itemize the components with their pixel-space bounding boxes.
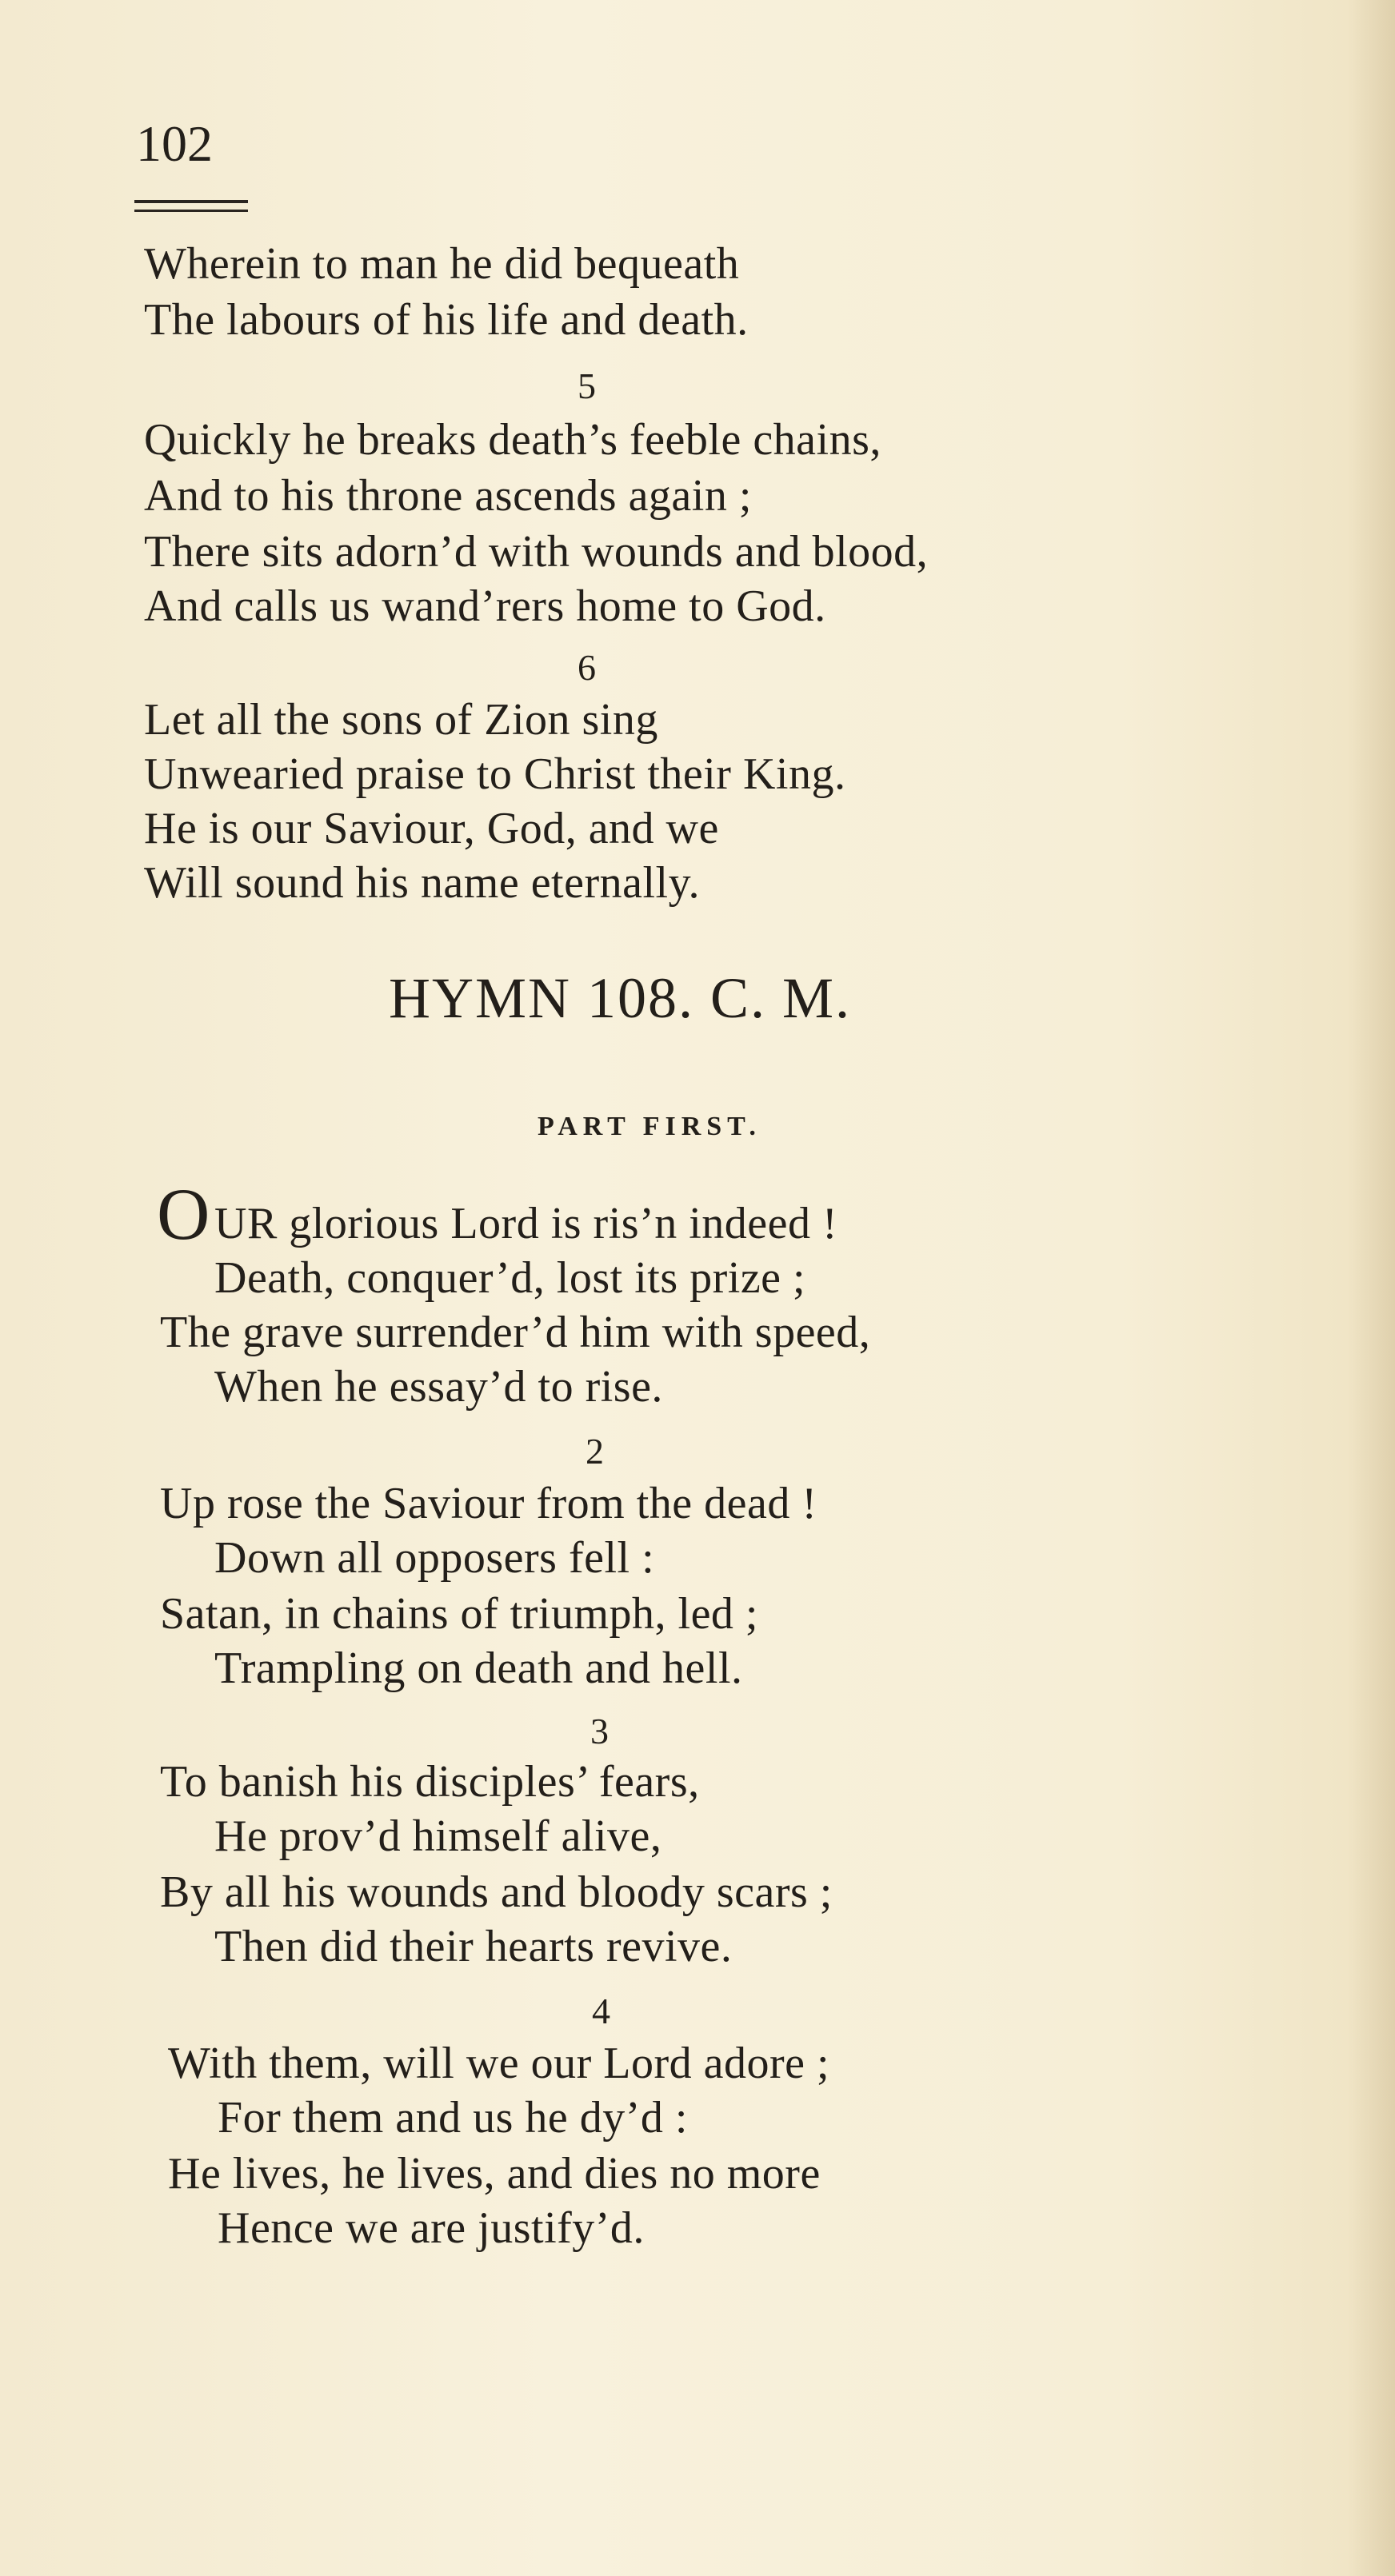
header-rule-top	[134, 200, 248, 203]
verse-line: Quickly he breaks death’s feeble chains,	[144, 415, 881, 465]
page-edge-shadow	[1347, 0, 1395, 2576]
verse-line: Trampling on death and hell.	[214, 1643, 743, 1693]
verse-line: Unwearied praise to Christ their King.	[144, 749, 846, 799]
verse-line: Will sound his name eternally.	[144, 858, 700, 908]
verse-line: He prov’d himself alive,	[214, 1811, 662, 1861]
stanza-number: 5	[578, 365, 596, 406]
stanza-number: 3	[590, 1711, 609, 1751]
verse-line: For them and us he dy’d :	[218, 2093, 688, 2143]
verse-line: Down all opposers fell :	[214, 1533, 655, 1583]
verse-line: The grave surrender’d him with speed,	[160, 1308, 871, 1357]
verse-line: He lives, he lives, and dies no more	[168, 2149, 821, 2199]
stanza-number: 6	[578, 647, 596, 688]
page-number: 102	[136, 115, 213, 172]
verse-line: And calls us wand’rers home to God.	[144, 581, 826, 631]
stanza-number: 4	[592, 1991, 610, 2031]
verse-line: The labours of his life and death.	[144, 295, 749, 345]
verse-line: Wherein to man he did bequeath	[144, 239, 740, 289]
verse-line: To banish his disciples’ fears,	[160, 1757, 700, 1807]
verse-line: Then did their hearts revive.	[214, 1922, 733, 1971]
verse-line: Let all the sons of Zion sing	[144, 695, 658, 745]
header-rule-bottom	[134, 210, 248, 212]
hymn-title: HYMN 108. C. M.	[389, 966, 852, 1030]
verse-line: He is our Saviour, God, and we	[144, 804, 719, 853]
verse-line: With them, will we our Lord adore ;	[168, 2039, 830, 2088]
verse-line: And to his throne ascends again ;	[144, 471, 752, 521]
verse-line: Satan, in chains of triumph, led ;	[160, 1589, 758, 1639]
verse-line: There sits adorn’d with wounds and blood,	[144, 527, 929, 577]
verse-line: By all his wounds and bloody scars ;	[160, 1867, 833, 1917]
part-heading: PART FIRST.	[538, 1112, 761, 1141]
verse-line: Hence we are justify’d.	[218, 2203, 645, 2253]
stanza-number: 2	[586, 1431, 604, 1472]
verse-line: When he essay’d to rise.	[214, 1362, 663, 1412]
verse-line: Up rose the Saviour from the dead !	[160, 1479, 817, 1528]
verse-line: UR glorious Lord is ris’n indeed !	[214, 1199, 838, 1248]
verse-line: Death, conquer’d, lost its prize ;	[214, 1253, 806, 1303]
drop-cap: O	[157, 1173, 210, 1255]
